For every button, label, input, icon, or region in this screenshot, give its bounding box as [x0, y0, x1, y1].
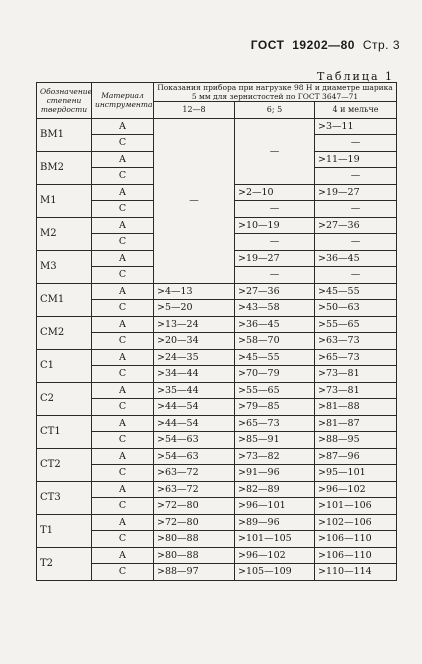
value-cell: >55—65: [315, 316, 397, 333]
material-cell: А: [92, 250, 154, 267]
value-cell: >96—101: [235, 498, 315, 515]
value-cell: —: [315, 168, 397, 185]
value-cell: >50—63: [315, 300, 397, 317]
material-cell: С: [92, 201, 154, 218]
column-header-material: Материал инструмента: [92, 83, 154, 119]
grade-cell: С2: [37, 382, 92, 415]
material-cell: С: [92, 432, 154, 449]
grade-cell: СТ2: [37, 448, 92, 481]
column-header-grit-2: 6; 5: [235, 102, 315, 119]
value-cell: >36—45: [315, 250, 397, 267]
material-cell: С: [92, 135, 154, 152]
value-cell: >72—80: [154, 498, 235, 515]
material-cell: С: [92, 300, 154, 317]
material-cell: С: [92, 267, 154, 284]
value-cell: >106—110: [315, 547, 397, 564]
value-cell: >19—27: [235, 250, 315, 267]
value-cell: >106—110: [315, 531, 397, 548]
value-cell: —: [315, 201, 397, 218]
table-row: [37, 547, 397, 564]
value-cell: >63—73: [315, 333, 397, 350]
material-cell: А: [92, 283, 154, 300]
value-cell: >95—101: [315, 465, 397, 482]
value-cell: >2—10: [235, 184, 315, 201]
value-cell: >96—102: [315, 481, 397, 498]
material-cell: С: [92, 498, 154, 515]
value-cell: >89—96: [235, 514, 315, 531]
table-row: [37, 283, 397, 300]
value-cell: >5—20: [154, 300, 235, 317]
column-header-grit-1: 12—8: [154, 102, 235, 119]
value-cell: >44—54: [154, 415, 235, 432]
value-cell: >73—81: [315, 366, 397, 383]
material-cell: С: [92, 465, 154, 482]
material-cell: А: [92, 415, 154, 432]
value-cell: >73—82: [235, 448, 315, 465]
material-cell: А: [92, 481, 154, 498]
table-row: [37, 481, 397, 498]
grade-cell: СТ3: [37, 481, 92, 514]
value-cell: >27—36: [235, 283, 315, 300]
grade-cell: С1: [37, 349, 92, 382]
material-cell: С: [92, 234, 154, 251]
value-cell: —: [315, 135, 397, 152]
value-cell: —: [235, 234, 315, 251]
value-cell: >79—85: [235, 399, 315, 416]
value-cell: >65—73: [235, 415, 315, 432]
table-row: [37, 349, 397, 366]
table-row: [37, 448, 397, 465]
material-cell: А: [92, 547, 154, 564]
value-cell: >55—65: [235, 382, 315, 399]
grade-cell: М2: [37, 217, 92, 250]
value-cell: >88—95: [315, 432, 397, 449]
grade-cell: ВМ2: [37, 151, 92, 184]
grade-cell: М3: [37, 250, 92, 283]
value-cell: >54—63: [154, 432, 235, 449]
page-header: [247, 38, 400, 52]
value-cell: >54—63: [154, 448, 235, 465]
value-cell: >36—45: [235, 316, 315, 333]
value-cell: >91—96: [235, 465, 315, 482]
value-cell: —: [235, 267, 315, 284]
hardness-table: [36, 82, 397, 581]
material-cell: А: [92, 316, 154, 333]
grade-cell: Т2: [37, 547, 92, 580]
material-cell: А: [92, 151, 154, 168]
value-cell: >73—81: [315, 382, 397, 399]
table-row: [37, 514, 397, 531]
material-cell: С: [92, 564, 154, 581]
value-cell: >35—44: [154, 382, 235, 399]
value-cell: >105—109: [235, 564, 315, 581]
material-cell: А: [92, 382, 154, 399]
material-cell: С: [92, 168, 154, 185]
value-cell: >10—19: [235, 217, 315, 234]
value-cell: >45—55: [235, 349, 315, 366]
value-cell: >70—79: [235, 366, 315, 383]
value-cell: >63—72: [154, 481, 235, 498]
value-cell: >4—13: [154, 283, 235, 300]
value-cell: >43—58: [235, 300, 315, 317]
column-header-grade: Обозначение степени твердости: [37, 83, 92, 119]
page-number: Стр. 3: [362, 38, 400, 52]
grade-cell: СТ1: [37, 415, 92, 448]
value-cell: >19—27: [315, 184, 397, 201]
value-cell: >81—88: [315, 399, 397, 416]
value-cell: >24—35: [154, 349, 235, 366]
material-cell: А: [92, 118, 154, 135]
value-cell: >11—19: [315, 151, 397, 168]
value-cell: >65—73: [315, 349, 397, 366]
standard-number: 19202—80: [292, 38, 355, 52]
value-cell: >102—106: [315, 514, 397, 531]
table-row: [37, 118, 397, 135]
value-cell: >34—44: [154, 366, 235, 383]
table-row: [37, 415, 397, 432]
table-row: [37, 316, 397, 333]
standard-label: ГОСТ: [250, 38, 285, 52]
value-cell: —: [235, 201, 315, 218]
value-cell: >101—105: [235, 531, 315, 548]
material-cell: С: [92, 366, 154, 383]
value-cell: —: [315, 267, 397, 284]
material-cell: А: [92, 184, 154, 201]
value-cell: >72—80: [154, 514, 235, 531]
value-cell: —: [315, 234, 397, 251]
value-cell: >45—55: [315, 283, 397, 300]
material-cell: А: [92, 448, 154, 465]
value-cell: >85—91: [235, 432, 315, 449]
empty-range-cell: —: [235, 118, 315, 184]
grade-cell: ВМ1: [37, 118, 92, 151]
value-cell: >81—87: [315, 415, 397, 432]
column-header-grit-3: 4 и мельче: [315, 102, 397, 119]
value-cell: >88—97: [154, 564, 235, 581]
value-cell: >80—88: [154, 547, 235, 564]
material-cell: С: [92, 531, 154, 548]
value-cell: >20—34: [154, 333, 235, 350]
table-row: [37, 382, 397, 399]
value-cell: >13—24: [154, 316, 235, 333]
value-cell: >82—89: [235, 481, 315, 498]
value-cell: >110—114: [315, 564, 397, 581]
value-cell: >80—88: [154, 531, 235, 548]
value-cell: >96—102: [235, 547, 315, 564]
material-cell: С: [92, 399, 154, 416]
value-cell: >63—72: [154, 465, 235, 482]
material-cell: А: [92, 349, 154, 366]
table-caption: Таблица 1: [317, 70, 394, 83]
value-cell: >101—106: [315, 498, 397, 515]
grade-cell: М1: [37, 184, 92, 217]
value-cell: >44—54: [154, 399, 235, 416]
column-header-readings: Показания прибора при нагрузке 98 Н и диаметре шарика 5 мм для зернистостей по ГОСТ 3647—71: [154, 83, 397, 102]
grade-cell: СМ1: [37, 283, 92, 316]
material-cell: А: [92, 514, 154, 531]
table-body: [37, 118, 397, 580]
grade-cell: СМ2: [37, 316, 92, 349]
material-cell: С: [92, 333, 154, 350]
value-cell: >27—36: [315, 217, 397, 234]
value-cell: >3—11: [315, 118, 397, 135]
value-cell: >58—70: [235, 333, 315, 350]
empty-range-cell: —: [154, 118, 235, 283]
grade-cell: Т1: [37, 514, 92, 547]
value-cell: >87—96: [315, 448, 397, 465]
material-cell: А: [92, 217, 154, 234]
